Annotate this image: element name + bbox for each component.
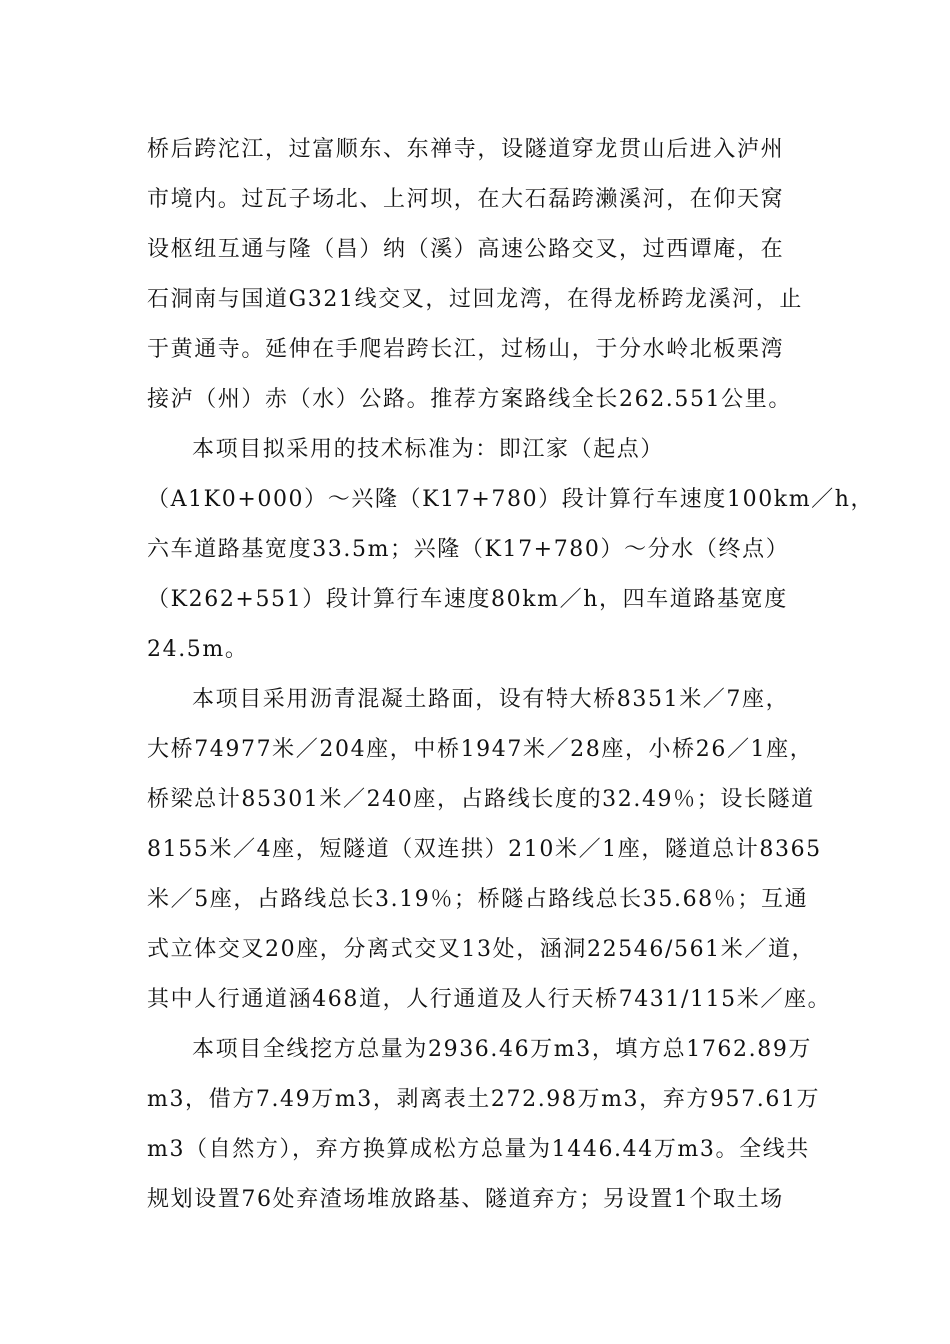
paragraph-start-line: 本项目采用沥青混凝土路面，设有特大桥8351米／7座， <box>192 687 790 712</box>
text-line: （K262+551）段计算行车速度80km／h，四车道路基宽度 <box>147 587 788 612</box>
text-line: 市境内。过瓦子场北、上河坝，在大石磊跨濑溪河，在仰天窝 <box>147 187 785 212</box>
paragraph-start-line: 本项目拟采用的技术标准为：即江家（起点） <box>192 437 665 462</box>
text-line: 大桥74977米／204座，中桥1947米／28座，小桥26／1座， <box>147 737 814 762</box>
text-line: 六车道路基宽度33.5m；兴隆（K17+780）～分水（终点） <box>147 537 790 562</box>
paragraph-start-line: 本项目全线挖方总量为2936.46万m3，填方总1762.89万 <box>192 1037 813 1062</box>
text-line: （A1K0+000）～兴隆（K17+780）段计算行车速度100km／h， <box>147 487 875 512</box>
text-line: m3（自然方），弃方换算成松方总量为1446.44万m3。全线共 <box>147 1137 810 1162</box>
text-line: 石洞南与国道G321线交叉，过回龙湾，在得龙桥跨龙溪河，止 <box>147 287 803 312</box>
text-line: m3，借方7.49万m3，剥离表土272.98万m3，弃方957.61万 <box>147 1087 821 1112</box>
text-line: 桥后跨沱江，过富顺东、东禅寺，设隧道穿龙贯山后进入泸州 <box>147 137 785 162</box>
text-line: 接泸（州）赤（水）公路。推荐方案路线全长262.551公里。 <box>147 387 792 412</box>
text-line: 8155米／4座，短隧道（双连拱）210米／1座，隧道总计8365 <box>147 837 822 862</box>
text-line: 规划设置76处弃渣场堆放路基、隧道弃方；另设置1个取土场 <box>147 1187 784 1212</box>
text-line: 米／5座，占路线总长3.19％；桥隧占路线总长35.68％；互通 <box>147 887 809 912</box>
text-line: 式立体交叉20座，分离式交叉13处，涵洞22546/561米／道， <box>147 937 816 962</box>
text-line: 桥梁总计85301米／240座，占路线长度的32.49％；设长隧道 <box>147 787 815 812</box>
text-line: 其中人行通道涵468道，人行通道及人行天桥7431/115米／座。 <box>147 987 832 1012</box>
text-line: 于黄通寺。延伸在手爬岩跨长江，过杨山，于分水岭北板栗湾 <box>147 337 785 362</box>
text-line: 24.5m。 <box>147 637 249 662</box>
text-line: 设枢纽互通与隆（昌）纳（溪）高速公路交叉，过西谭庵，在 <box>147 237 785 262</box>
